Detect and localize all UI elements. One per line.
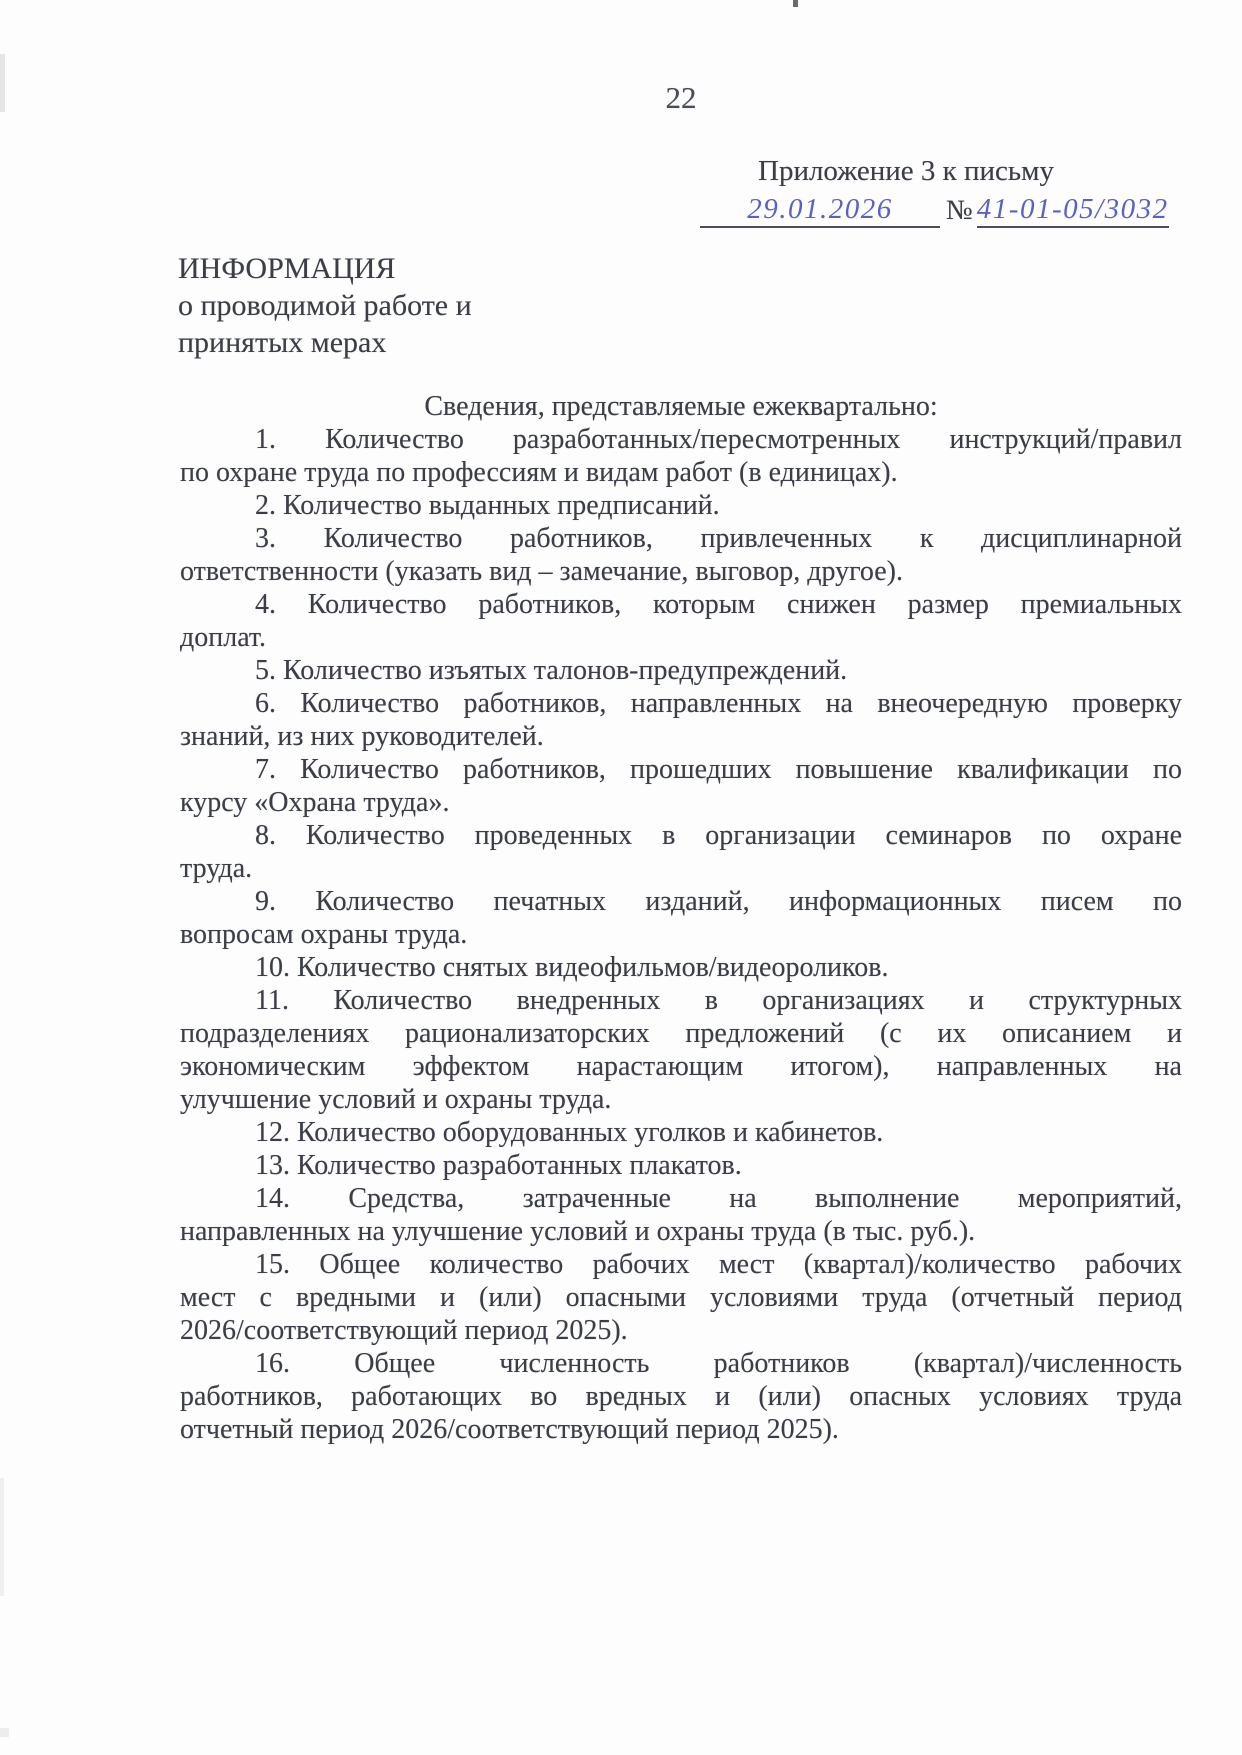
page-number: 22 [665,80,697,115]
body-line: труда. [180,853,253,884]
body-line: подразделениях рационализаторских предложений (с их описанием и [180,1018,1182,1049]
body-line: 8. Количество проведенных в организации семинаров по охране [255,820,1182,851]
scan-artifact-top-tick [793,0,798,7]
body-line: работников, работающих во вредных и (или) опасных условиях труда [180,1381,1182,1412]
handwritten-letter-number: 41-01-05/3032 [977,193,1169,228]
body-line: 6. Количество работников, направленных на внеочередную проверку [255,688,1182,719]
body-line: 14. Средства, затраченные на выполнение мероприятий, [255,1183,1182,1214]
body-line: 12. Количество оборудованных уголков и кабинетов. [255,1117,884,1148]
body-line: 11. Количество внедренных в организациях и структурных [255,985,1182,1016]
scan-artifact-left-edge [0,1478,4,1596]
body-line: 3. Количество работников, привлеченных к дисциплинарной [255,523,1182,554]
scan-artifact-left-edge [0,1728,9,1737]
document-title-line: ИНФОРМАЦИЯ [178,252,396,285]
body-line: вопросам охраны труда. [180,919,468,950]
body-line: 15. Общее количество рабочих мест (квартал)/количество рабочих [255,1249,1182,1280]
number-sign: № [946,195,973,226]
body-line: 7. Количество работников, прошедших повышение квалификации по [255,754,1182,785]
scan-artifact-left-edge [0,54,5,112]
document-title-line: принятых мерах [178,326,387,359]
appendix-title: Приложение 3 к письму [758,155,1054,187]
body-line: 13. Количество разработанных плакатов. [255,1150,742,1181]
body-line: отчетный период 2026/соответствующий период 2025). [180,1414,839,1445]
body-line: улучшение условий и охраны труда. [180,1084,612,1115]
body-line: 5. Количество изъятых талонов-предупреждений. [255,655,848,686]
document-title-line: о проводимой работе и [178,289,472,322]
body-line: 2026/соответствующий период 2025). [180,1315,628,1346]
document-body [180,390,1182,1446]
body-line: Сведения, представляемые ежеквартально: [424,391,938,422]
body-line: знаний, из них руководителей. [180,721,544,752]
body-line: 10. Количество снятых видеофильмов/видеороликов. [255,952,889,983]
body-line: 9. Количество печатных изданий, информационных писем по [255,886,1182,917]
body-line: доплат. [180,622,267,653]
body-line: экономическим эффектом нарастающим итогом), направленных на [180,1051,1182,1082]
body-line: курсу «Охрана труда». [180,787,450,818]
body-line: по охране труда по профессиям и видам работ (в единицах). [180,457,898,488]
document-title [178,250,472,361]
appendix-reference-row [700,193,1170,228]
appendix-block [700,155,1170,228]
body-line: мест с вредными и (или) опасными условиями труда (отчетный период [180,1282,1182,1313]
handwritten-date: 29.01.2026 [700,193,940,228]
body-line: 4. Количество работников, которым снижен размер премиальных [255,589,1182,620]
body-line: 2. Количество выданных предписаний. [255,490,720,521]
body-line: 1. Количество разработанных/пересмотренных инструкций/правил [255,424,1182,455]
body-line: 16. Общее численность работников (квартал)/численность [255,1348,1182,1379]
body-line: ответственности (указать вид – замечание, выговор, другое). [180,556,903,587]
body-line: направленных на улучшение условий и охраны труда (в тыс. руб.). [180,1216,976,1247]
